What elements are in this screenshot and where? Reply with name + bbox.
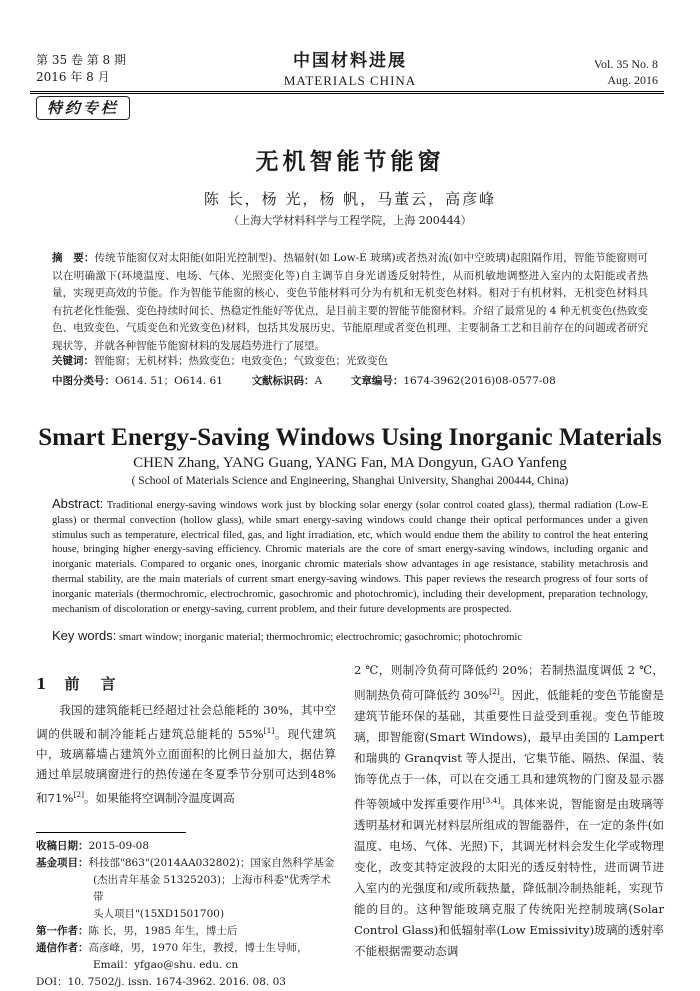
first-author-label: 第一作者： (36, 925, 89, 937)
fund-line-3: 头人项目"(15XD1501700) (93, 908, 225, 920)
email-link[interactable]: Email：yfgao@shu. edu. cn (93, 959, 239, 971)
body-text-1: 2 ℃，则制冷负荷可降低约 20%；若制热温度调低 2 ℃，则制热负荷可降低约 30% (354, 663, 664, 702)
corresponding-author (36, 940, 336, 957)
fund-line-1: 科技部"863"(2014AA032802)；国家自然科学基金 (88, 857, 335, 869)
keywords-cn (52, 353, 648, 368)
left-column-body (36, 700, 336, 808)
first-author (36, 923, 336, 940)
clc-label: 中图分类号： (52, 375, 115, 387)
volume-cn: 第 35 卷 第 8 期 (36, 53, 126, 67)
authors-en: CHEN Zhang, YANG Guang, YANG Fan, MA Dongyun, GAO Yanfeng (133, 455, 567, 471)
intro-text-3: 。如果能将空调制冷温度调高 (84, 790, 235, 805)
header-rule-second (30, 93, 664, 94)
body-text-2: 。因此，低能耗的变色节能窗是建筑节能环保的基础，其重要性日益受到重视。变色节能玻璃，即智能窗(Smart Windows)，最早由美国的 Lampert 和瑞典的 Granqvist 等人提出，它集节能、隔热、保温、装饰等优点于一体，可以在交通工具和建筑物的门窗及显示器件等领域中发挥重要作用 (354, 687, 664, 811)
footnote-rule (36, 832, 186, 833)
intro-text-2: 。现代建筑中，玻璃幕墙占建筑外立面面积的比例日益加大，据估算通过单层玻璃窗进行的热传递在冬夏季节分别可达到48%和71% (36, 726, 336, 805)
citation-ref[interactable]: [1] (263, 725, 275, 735)
title-cn: 无机智能节能窗 (255, 148, 445, 175)
doi-link[interactable]: DOI：10. 7502/j. issn. 1674-3962. 2016. 08. 03 (36, 976, 286, 988)
fund-label: 基金项目： (36, 857, 89, 869)
section-heading (36, 673, 124, 694)
fund-line-2: (杰出青年基金 51325203)；上海市科委"优秀学术带 (93, 874, 331, 903)
received-value: 2015-09-08 (88, 840, 150, 852)
journal-name-cn: 中国材料进展 (293, 51, 407, 71)
keywords-en-label: Key words: (52, 628, 117, 643)
received-date (36, 838, 336, 855)
abstract-en-label: Abstract: (52, 496, 104, 511)
date-en: Aug. 2016 (607, 73, 658, 87)
body-text-3: 。具体来说，智能窗是由玻璃等透明基材和调光材料层所组成的智能器件，在一定的条件(如温度、电场、气体、光照)下，其调光材料会发生化学或物理变化，改变其特定波段的太阳光的透反射特性，进而调节进入室内的光强度和/或所载热量，降低制冷制热能耗，实现节能的目的。这种智能玻璃克服了传统阳光控制玻璃(Solar Control Glass)和低辐射率(Low Emissivity)玻璃的透射率不能根据需要动态调 (354, 796, 664, 958)
clc-value: O614. 51；O614. 61 (115, 375, 223, 387)
fund-project (36, 855, 336, 872)
citation-ref[interactable]: [2] (73, 789, 84, 799)
classification-line (52, 373, 672, 388)
title-en: Smart Energy-Saving Windows Using Inorganic Materials (38, 424, 662, 451)
footnotes (36, 838, 336, 991)
abstract-en-text: Traditional energy-saving windows work just by blocking solar energy (solar control coated glass), thermal radiation (Low-E glass) or thermal convection (hollow glass), while smart energy-saving windows could change their optical performances under a given stimulus such as temperature, electrical filed, gas, and light irradiation, etc, which would endue them the ability to control the heat entering house, bringing higher energy-saving efficiency. Chromic materials are the core of smart energy-saving windows, including organic and inorganic materials. Compared to organic ones, inorganic chromic materials show advantages in age resistance, stability metachrosis and thermal stability, are the main materials of current smart energy-saving windows. This paper reviews the research progress of four sorts of inorganic materials (thermochromic, electrochromic, gasochromic and photochromic), including their development, preparation technology, mechanism of discoloration or energy-saving, current problem, and their future developments are prospected. (52, 500, 649, 615)
date-cn: 2016 年 8 月 (36, 70, 110, 84)
citation-ref[interactable]: [2] (489, 687, 500, 696)
article-number-value: 1674-3962(2016)08-0577-08 (403, 375, 556, 387)
header-rule (30, 91, 664, 92)
abstract-en (52, 497, 648, 617)
keywords-cn-label: 关键词： (52, 355, 94, 367)
keywords-en (52, 628, 648, 643)
volume-en: Vol. 35 No. 8 (593, 57, 658, 71)
journal-name-en: MATERIALS CHINA (283, 73, 417, 88)
abstract-cn-label: 摘 要： (52, 252, 95, 264)
corr-label: 通信作者： (36, 942, 89, 954)
authors-cn: 陈 长，杨 光，杨 帆，马董云，高彦峰 (203, 190, 497, 208)
citation-ref[interactable]: [3,4] (482, 795, 501, 805)
affiliation-cn: （上海大学材料科学与工程学院，上海 200444） (228, 214, 472, 227)
section-title: 前 言 (64, 675, 124, 693)
header-volume-info-en (594, 56, 658, 88)
keywords-cn-text: 智能窗；无机材料；热致变色；电致变色；气致变色；光致变色 (94, 355, 388, 367)
special-column-badge: 特约专栏 (36, 96, 130, 120)
section-number: 1 (36, 675, 55, 693)
corr-value: 高彦峰，男，1970 年生，教授，博士生导师， (88, 942, 308, 954)
doc-code-value: A (314, 375, 323, 387)
abstract-cn-text: 传统节能窗仅对太阳能(如阳光控制型)、热辐射(如 Low-E 玻璃)或者热对流(如中空玻璃)起阻隔作用，智能节能窗则可以在明确激下(环境温度、电场、气体、光照变化等)自主调节自身光谱透反射特性，从而机敏地调整进入室内的太阳能或者热量，实现更高效的节能。作为智能节能窗的核心，变色节能材料可分为有机和无机变色材料。相对于有机材料，无机变色材料具有抗老化性能强、变色持续时间长、热稳定性能好等优点，是目前主要的智能节能窗材料。介绍了最常见的 4 种无机变色(热致变色、电致变色、气质变色和光致变色)材料，包括其发展历史、节能原理或者变色机理、主要制备工艺和目前存在的问题或者研究现状等，并就各种智能节能窗材料的发展趋势进行了展望。 (52, 252, 649, 352)
right-column-body (354, 660, 664, 962)
abstract-cn (52, 250, 648, 355)
affiliation-en: ( School of Materials Science and Engineering, Shanghai University, Shanghai 200444, China) (131, 475, 569, 487)
first-author-value: 陈 长，男，1985 年生，博士后 (88, 925, 238, 937)
keywords-en-text: smart window; inorganic material; thermochromic; electrochromic; gasochromic; photochromic (118, 632, 522, 643)
doc-code-label: 文献标识码： (251, 375, 315, 387)
intro-text-1: 我国的建筑能耗已经超过社会总能耗的 30%，其中空调的供暖和制冷能耗占建筑总能耗的 55% (36, 703, 336, 741)
article-number-label: 文章编号： (350, 375, 404, 387)
received-label: 收稿日期： (36, 840, 89, 852)
